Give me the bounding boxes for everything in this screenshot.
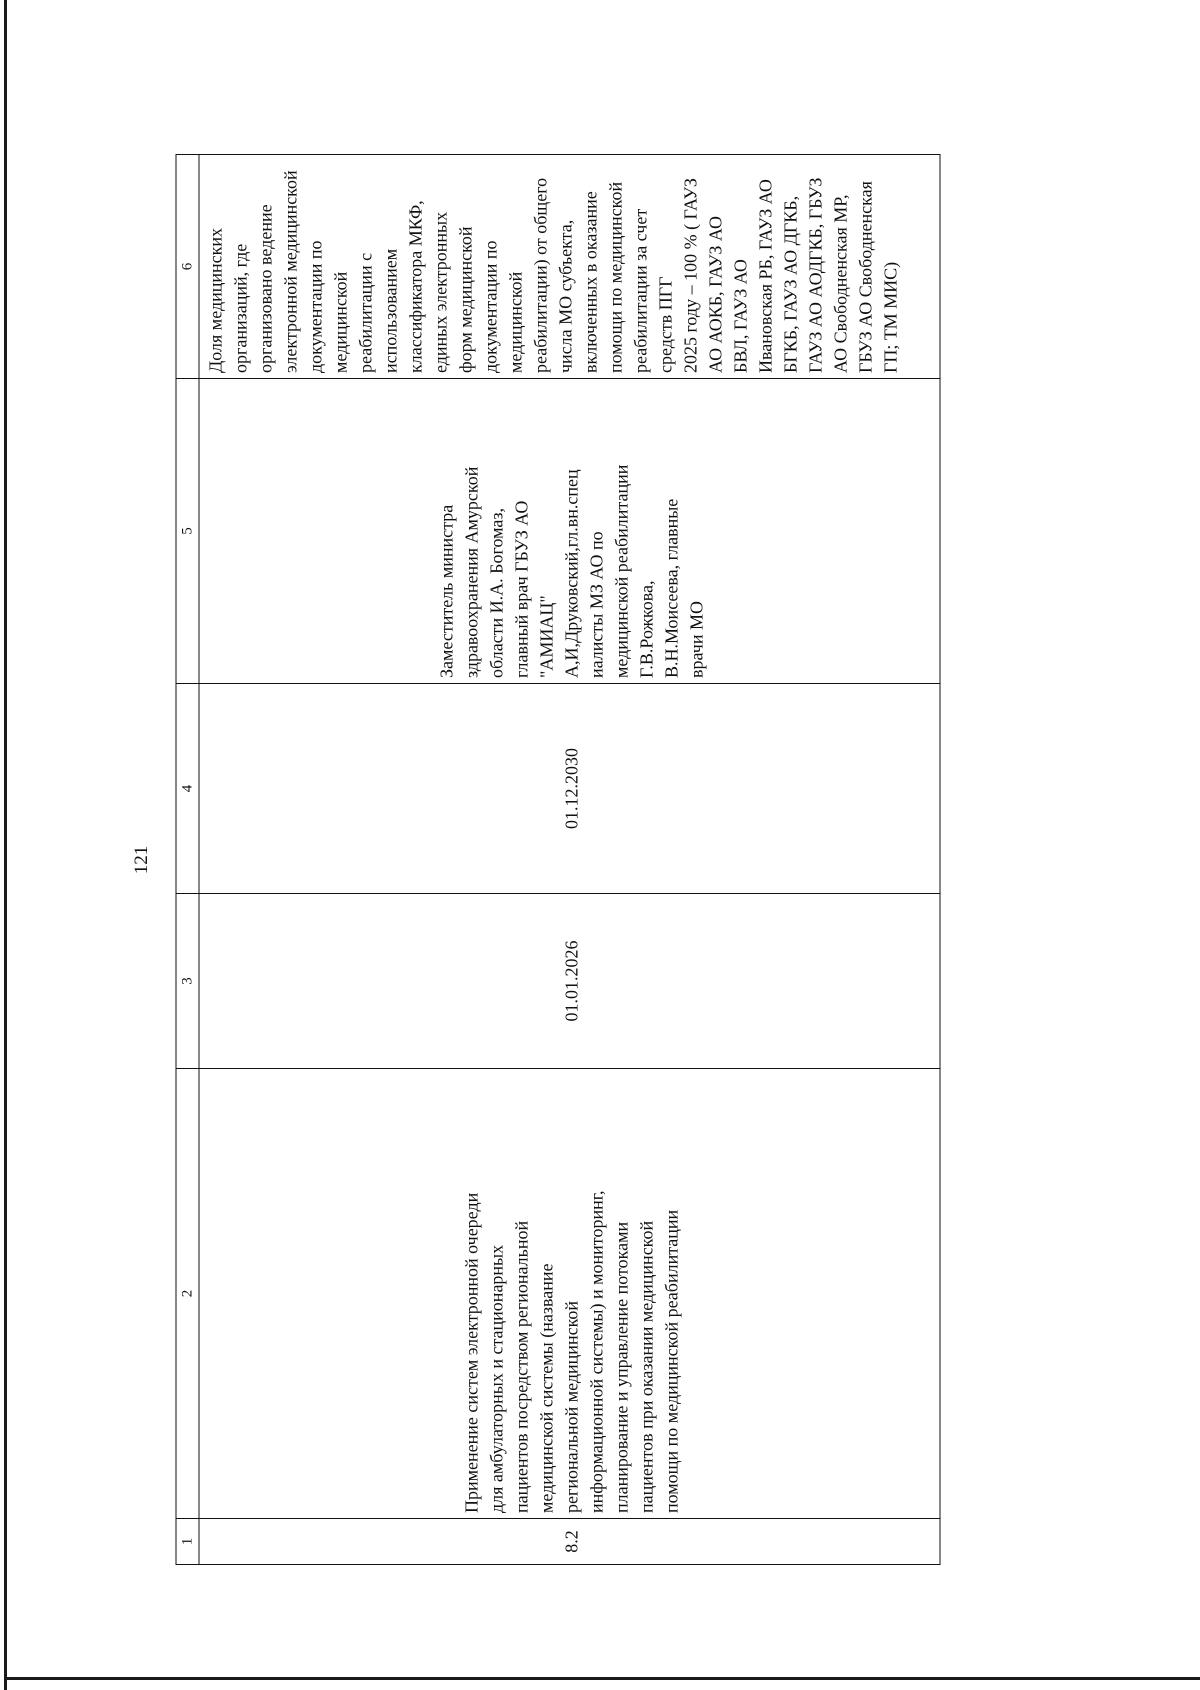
- rotated-table-container: [176, 155, 941, 1565]
- measure-name: Применение систем электронной очереди для амбулаторных и стационарных пациентов посредством региональной медицинской системы (название региональной медицинской информационной системы) и мониторинг, планирование и управление потоками пациентов при оказании медицинской помощи по медицинской реабилитации: [199, 1069, 940, 1519]
- column-header-5: 5: [176, 379, 199, 684]
- plan-table: [176, 154, 941, 1565]
- column-header-6: 6: [176, 155, 199, 379]
- start-date: 01.01.2026: [199, 894, 940, 1069]
- end-date: 01.12.2030: [199, 684, 940, 894]
- table-header-row: [176, 155, 199, 1565]
- column-header-1: 1: [176, 1519, 199, 1565]
- responsible-persons: Заместитель министра здравоохранения Амурской области И.А. Богомаз, главный врач ГБУЗ АО "АМИАЦ" А,И,Друковский,гл.вн.спец иалисты МЗ АО по медицинской реабилитации Г.В.Рожкова, В.Н.Моисеева, главные врачи МО: [199, 379, 940, 684]
- row-number: 8.2: [199, 1519, 940, 1565]
- column-header-3: 3: [176, 894, 199, 1069]
- page-number: 121: [131, 845, 152, 875]
- column-header-4: 4: [176, 684, 199, 894]
- page-frame-bottom: [4, 1677, 1200, 1680]
- table-row: [199, 155, 940, 1565]
- page-frame-left: [4, 0, 7, 1690]
- column-header-2: 2: [176, 1069, 199, 1519]
- result-indicator: Доля медицинских организаций, где организовано ведение электронной медицинской документации по медицинской реабилитации с использованием классификатора МКФ, единых электронных форм медицинской документации по медицинской реабилитации) от общего числа МО субъекта, включенных в оказание помощи по медицинской реабилитации за счет средств ПГГ 2025 году – 100 % ( ГАУЗ АО АОКБ, ГАУЗ АО БВЛ, ГАУЗ АО Ивановская РБ, ГАУЗ АО БГКБ, ГАУЗ АО ДГКБ, ГАУЗ АО АОДГКБ, ГБУЗ АО Свободненская МР, ГБУЗ АО Свободненская ГП; ТМ МИС): [199, 155, 940, 379]
